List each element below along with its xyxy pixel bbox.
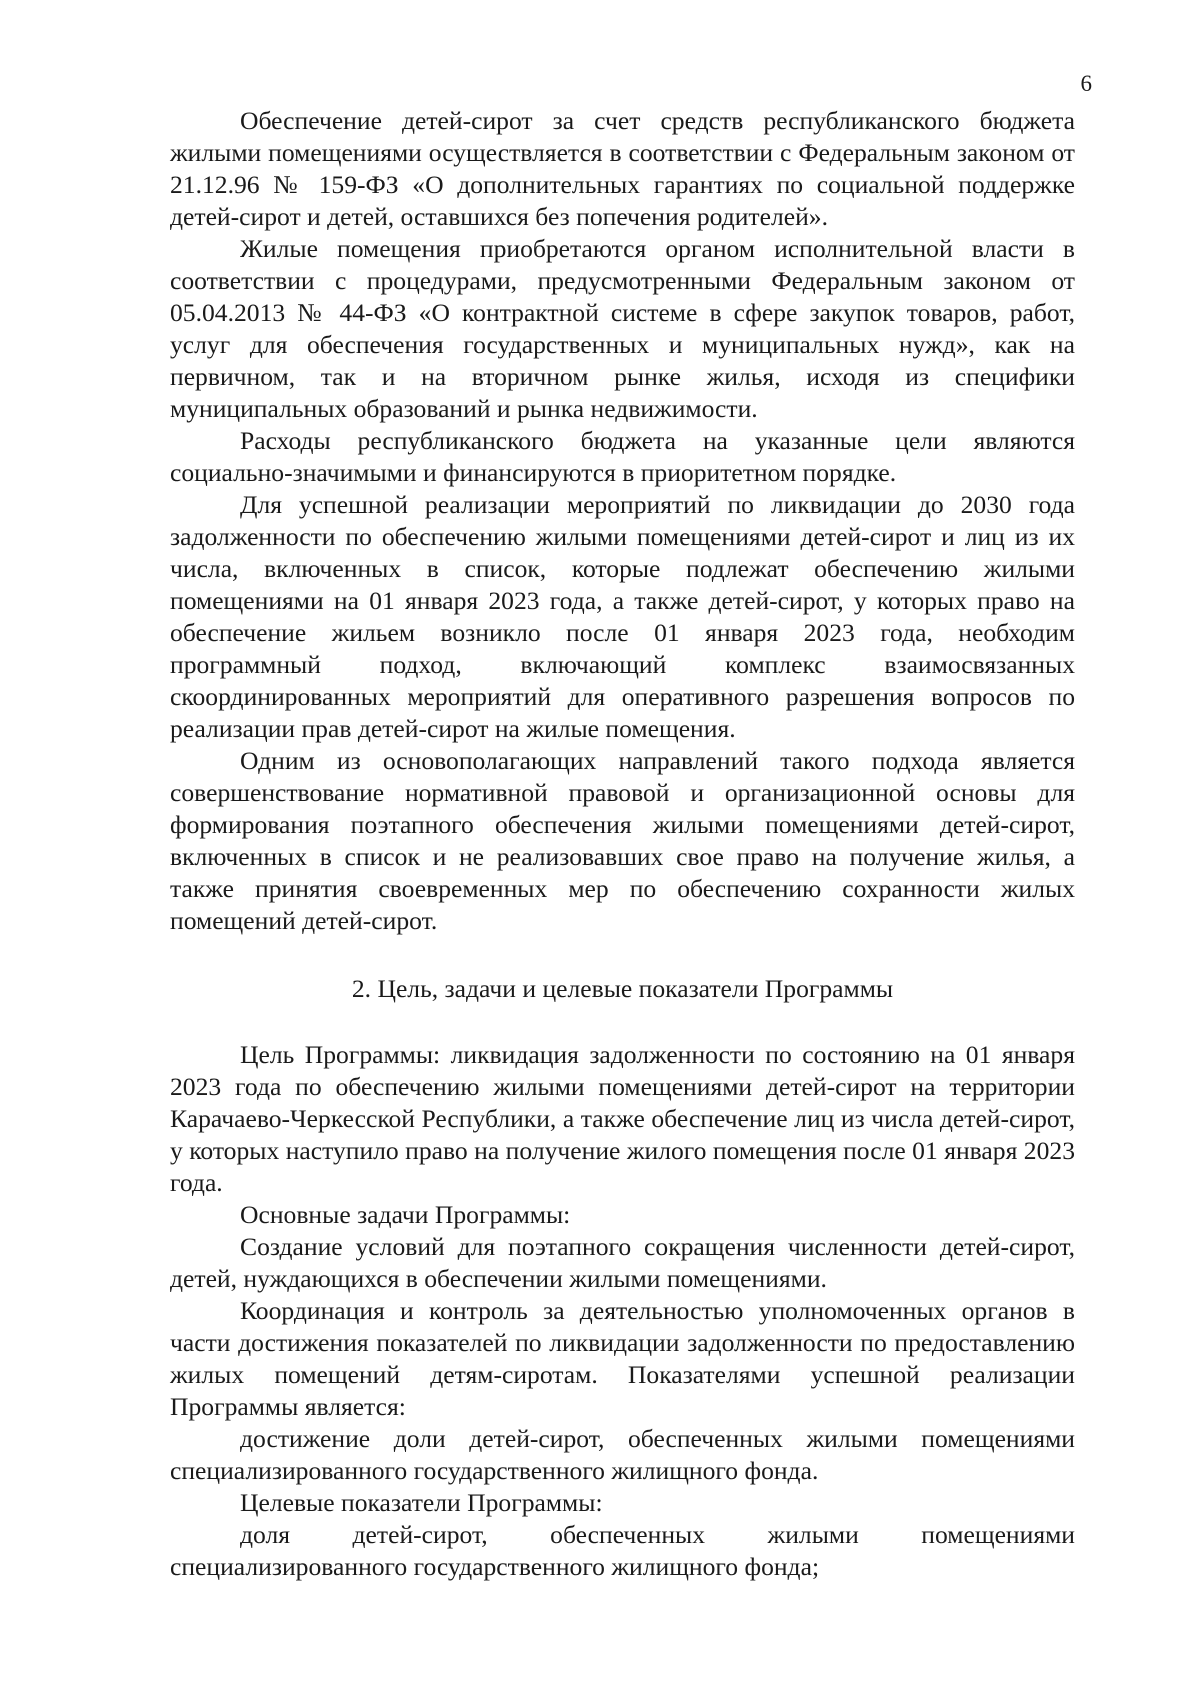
paragraph-housing-acquisition: Жилые помещения приобретаются органом исполнительной власти в соответствии с процедурами, предусмотренными Федеральным законом от 05.04.2013 № 44-ФЗ «О контрактной системе в сфере закупок товаров, работ, услуг для обеспечения государственных и муниципальных нужд», как на первичном, так и на вторичном рынке жилья, исходя из специфики муниципальных образований и рынка недвижимости. xyxy=(170,234,1075,423)
section-heading: 2. Цель, задачи и целевые показатели Программы xyxy=(351,974,894,1003)
paragraph-budget-provision: Обеспечение детей-сирот за счет средств республиканского бюджета жилыми помещениями осуществляется в соответствии с Федеральным законом от 21.12.96 № 159-ФЗ «О дополнительных гарантиях по социальной поддержке детей-сирот и детей, оставшихся без попечения родителей». xyxy=(170,106,1075,231)
paragraph-key-direction: Одним из основополагающих направлений такого подхода является совершенствование нормативной правовой и организационной основы для формирования поэтапного обеспечения жилыми помещениями детей-сирот, включенных в список и не реализовавших свое право на получение жилья, а также принятия своевременных мер по обеспечению сохранности жилых помещений детей-сирот. xyxy=(170,746,1075,935)
page-number: 6 xyxy=(1080,71,1092,96)
paragraph-program-goal: Цель Программы: ликвидация задолженности по состоянию на 01 января 2023 года по обеспечению жилыми помещениями детей-сирот на территории Карачаево-Черкесской Республики, а также обеспечение лиц из числа детей-сирот, у которых наступило право на получение жилого помещения после 01 января 2023 года. xyxy=(170,1040,1075,1197)
paragraph-task-conditions: Создание условий для поэтапного сокращения численности детей-сирот, детей, нуждающихся в обеспечении жилыми помещениями. xyxy=(170,1232,1075,1293)
paragraph-target-indicators-label: Целевые показатели Программы: xyxy=(240,1488,603,1517)
document-body xyxy=(170,105,1075,1583)
paragraph-indicator-share: доля детей-сирот, обеспеченных жилыми помещениями специализированного государственного жилищного фонда; xyxy=(170,1520,1075,1581)
paragraph-task-coordination: Координация и контроль за деятельностью уполномоченных органов в части достижения показателей по ликвидации задолженности по предоставлению жилых помещений детям-сиротам. Показателями успешной реализации Программы является: xyxy=(170,1296,1075,1421)
paragraph-program-approach: Для успешной реализации мероприятий по ликвидации до 2030 года задолженности по обеспечению жилыми помещениями детей-сирот и лиц из их числа, включенных в список, которые подлежат обеспечению жилыми помещениями на 01 января 2023 года, а также детей-сирот, у которых право на обеспечение жильем возникло после 01 января 2023 года, необходим программный подход, включающий комплекс взаимосвязанных скоординированных мероприятий для оперативного разрешения вопросов по реализации прав детей-сирот на жилые помещения. xyxy=(170,490,1075,743)
paragraph-indicator-achievement: достижение доли детей-сирот, обеспеченных жилыми помещениями специализированного государственного жилищного фонда. xyxy=(170,1424,1075,1485)
paragraph-main-tasks-label: Основные задачи Программы: xyxy=(240,1200,571,1229)
paragraph-budget-expenses: Расходы республиканского бюджета на указанные цели являются социально-значимыми и финансируются в приоритетном порядке. xyxy=(170,426,1075,487)
